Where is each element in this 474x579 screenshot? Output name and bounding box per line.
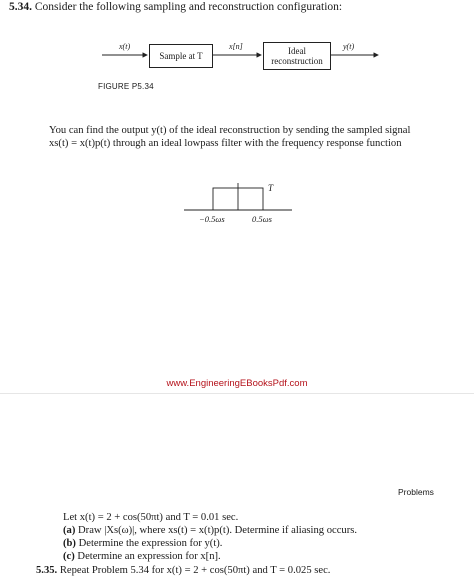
part-a-label: (a) [63,525,76,536]
part-b-label: (b) [63,538,76,549]
sampler-block [149,44,213,68]
sampled-signal-label: x[n] [229,42,243,51]
problem-5-35-text: Repeat Problem 5.34 for x(t) = 2 + cos(50πt) and T = 0.025 sec. [59,565,331,576]
sampler-label: Sample at T [159,51,203,61]
part-b [63,538,222,549]
left-cutoff-label: −0.5ωs [199,214,225,224]
block-diagram-connectors [0,0,474,80]
paragraph-line-1: You can find the output y(t) of the ideal reconstruction by sending the sampled signal [49,125,411,136]
page-break-divider [0,393,474,394]
problem-5-35 [36,565,330,576]
figure-label: FIGURE P5.34 [98,82,154,91]
given-statement: Let x(t) = 2 + cos(50πt) and T = 0.01 sec. [63,512,239,523]
right-cutoff-label: 0.5ωs [252,214,272,224]
part-c [63,551,221,562]
section-tag: Problems [398,487,434,497]
part-c-label: (c) [63,551,75,562]
problem-statement: Consider the following sampling and reconstruction configuration: [34,1,343,13]
part-a-text: Draw |Xs(ω)|, where xs(t) = x(t)p(t). Determine if aliasing occurs. [78,525,358,536]
filter-response-graph [180,180,300,228]
watermark-link[interactable]: www.EngineeringEBooksPdf.com [166,378,308,389]
input-signal-label: x(t) [119,42,131,51]
part-c-text: Determine an expression for x[n]. [77,551,221,562]
part-b-text: Determine the expression for y(t). [78,538,223,549]
output-signal-label: y(t) [343,42,355,51]
part-a [63,525,357,536]
description-paragraph [49,124,459,150]
reconstruction-label-line2: reconstruction [271,56,323,66]
filter-height-label: T [268,183,274,193]
reconstruction-block [263,42,331,70]
reconstruction-label-line1: Ideal [288,46,306,56]
problem-number: 5.34. [9,1,32,13]
problem-5-35-number: 5.35. [36,565,58,576]
paragraph-line-2: xs(t) = x(t)p(t) through an ideal lowpass filter with the frequency response function [49,138,402,149]
